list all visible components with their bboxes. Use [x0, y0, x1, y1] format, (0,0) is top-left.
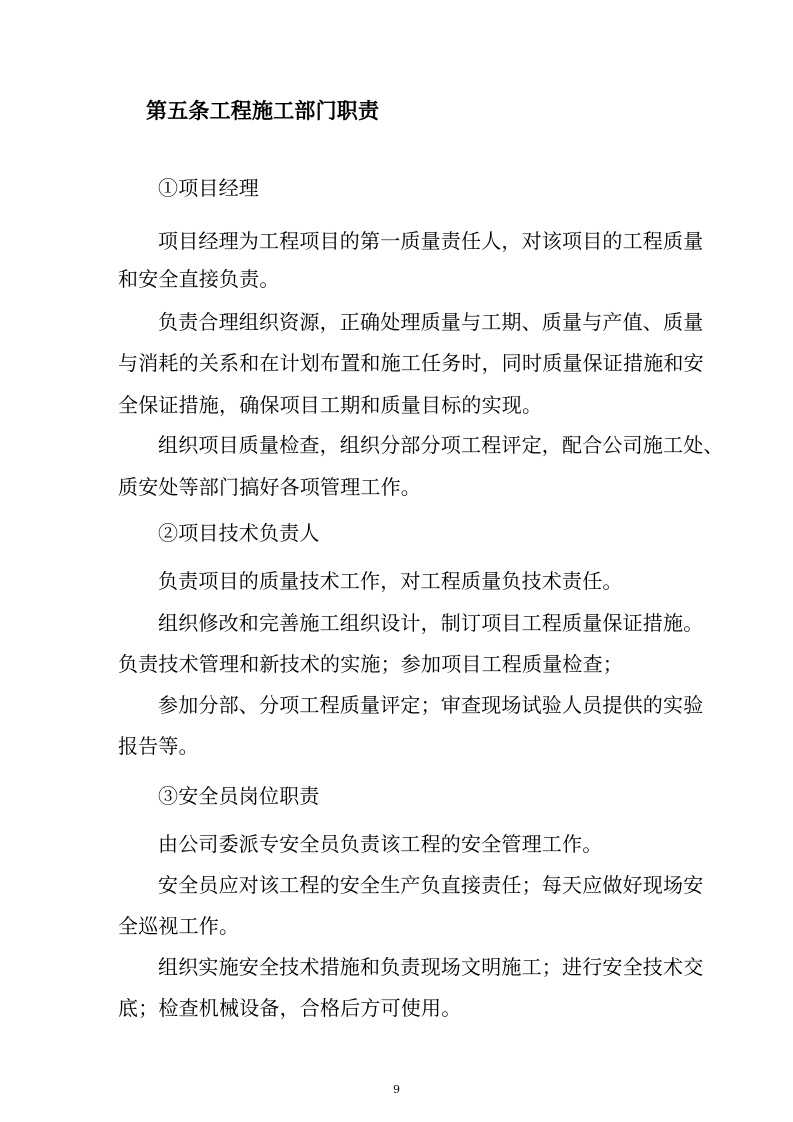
paragraph-line: 全巡视工作。: [118, 914, 240, 938]
paragraph-line: 全保证措施，确保项目工期和质量目标的实现。: [118, 393, 543, 417]
paragraph-line: 安全员应对该工程的安全生产负直接责任；每天应做好现场安: [158, 873, 704, 897]
paragraph-line: 底；检查机械设备，合格后方可使用。: [118, 996, 462, 1020]
paragraph-line: 项目经理为工程项目的第一质量责任人，对该项目的工程质量: [158, 229, 704, 253]
paragraph-line: 负责技术管理和新技术的实施；参加项目工程质量检查；: [118, 652, 623, 676]
paragraph-line: 组织项目质量检查，组织分部分项工程评定，配合公司施工处、: [158, 433, 724, 457]
paragraph-line: 和安全直接负责。: [118, 267, 280, 291]
paragraph-line: 组织实施安全技术措施和负责现场文明施工；进行安全技术交: [158, 955, 704, 979]
paragraph-line: 报告等。: [118, 734, 199, 758]
paragraph-line: 负责项目的质量技术工作，对工程质量负技术责任。: [158, 569, 623, 593]
section-title: 第五条工程施工部门职责: [146, 99, 380, 123]
heading-project-manager: ①项目经理: [158, 176, 259, 200]
paragraph-line: 负责合理组织资源，正确处理质量与工期、质量与产值、质量: [158, 310, 704, 334]
paragraph-line: 参加分部、分项工程质量评定；审查现场试验人员提供的实验: [158, 693, 704, 717]
paragraph-line: 组织修改和完善施工组织设计，制订项目工程质量保证措施。: [158, 611, 704, 635]
paragraph-line: 质安处等部门搞好各项管理工作。: [118, 475, 421, 499]
page-number: 9: [393, 1083, 400, 1096]
paragraph-line: 与消耗的关系和在计划布置和施工任务时，同时质量保证措施和安: [118, 351, 704, 375]
paragraph-line: 由公司委派专安全员负责该工程的安全管理工作。: [158, 832, 603, 856]
heading-technical-lead: ②项目技术负责人: [158, 521, 320, 545]
heading-safety-officer: ③安全员岗位职责: [158, 784, 320, 808]
